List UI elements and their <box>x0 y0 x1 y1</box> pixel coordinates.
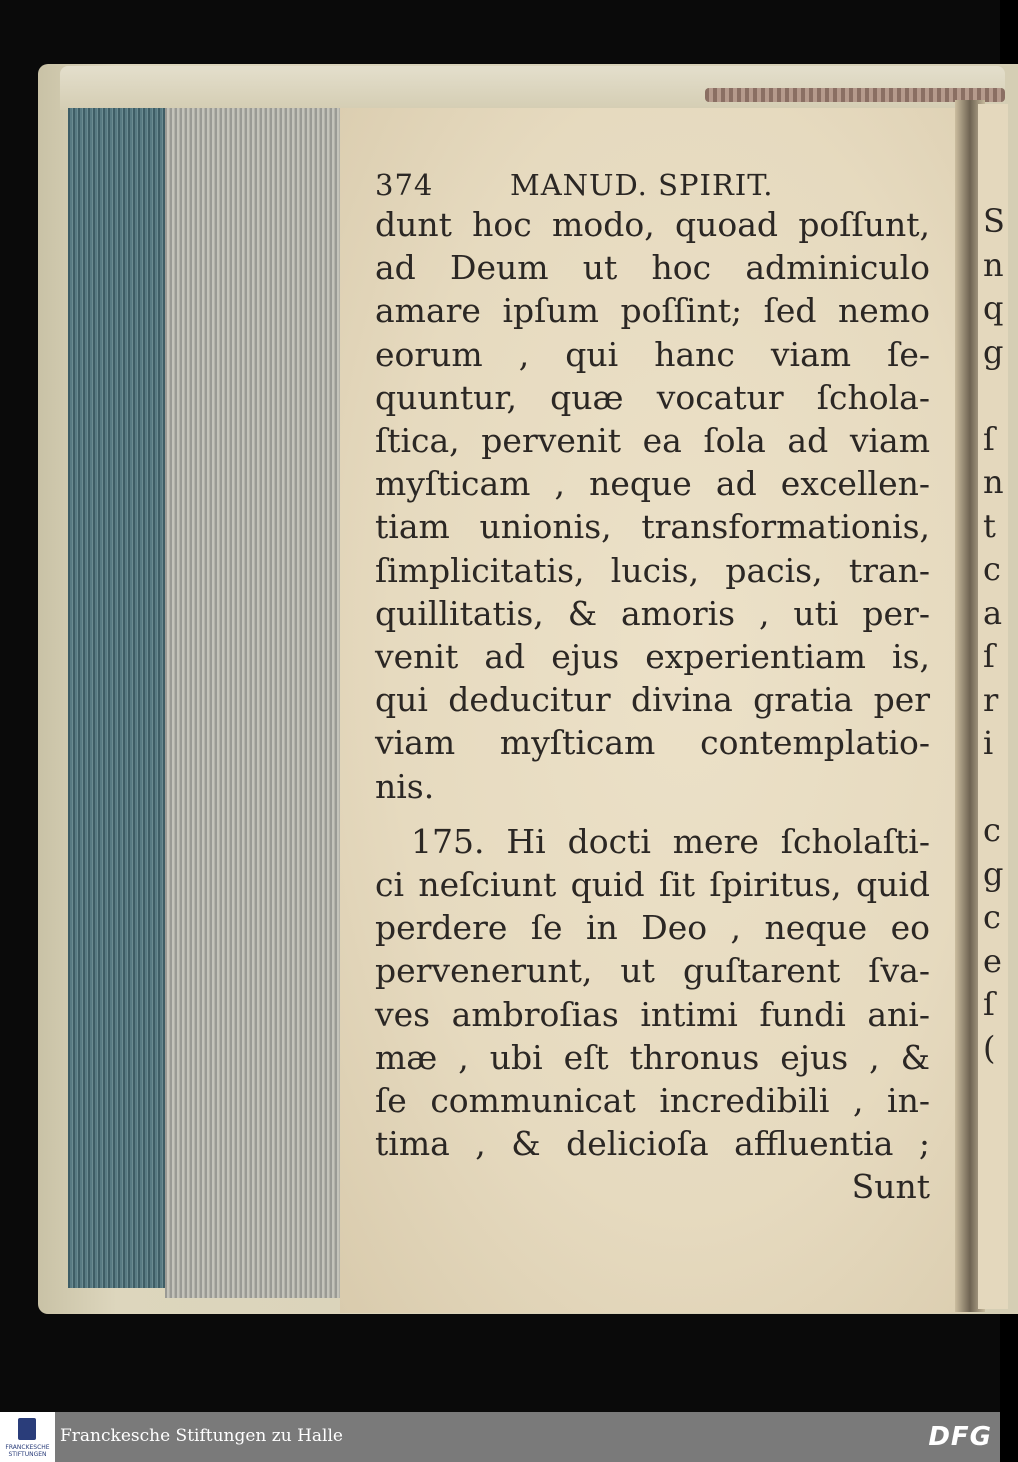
running-title: MANUD. SPIRIT. <box>510 168 774 202</box>
text-line: quuntur, quæ vocatur ſchola- <box>375 377 930 417</box>
text-line: viam myſticam contemplatio- <box>375 723 930 763</box>
page-stack <box>165 108 345 1298</box>
text-line: ci neſciunt quid ſit ſpiritus, quid <box>375 865 930 905</box>
viewer-footer <box>0 1412 1000 1462</box>
fragment-line: ( <box>983 1028 996 1067</box>
fragment-line: c <box>983 550 1001 588</box>
running-head <box>375 160 930 203</box>
text-line: mæ , ubi eſt thronus ejus , & <box>375 1037 930 1077</box>
text-line: quillitatis, & amoris , uti per- <box>375 593 930 633</box>
fragment-line: S <box>983 202 1005 240</box>
franckesche-logo[interactable] <box>0 1412 55 1462</box>
logo-text: FRANCKESCHE STIFTUNGEN <box>5 1444 50 1458</box>
fragment-line: i <box>983 724 994 762</box>
paragraph-1 <box>375 203 930 808</box>
fragment-line: a <box>983 593 1003 632</box>
fragment-line <box>983 374 1000 418</box>
fragment-line: ſ <box>983 419 995 458</box>
fragment-line: c <box>983 898 1001 936</box>
text-line: nis. <box>375 766 435 806</box>
text-line: tiam unionis, transformationis, <box>375 507 930 547</box>
fragment-line: ſ <box>983 985 995 1023</box>
text-line: amare ipſum poſſint; ſed nemo <box>375 291 930 331</box>
fragment-line: n <box>983 245 1004 284</box>
fragment-line: t <box>983 506 996 545</box>
text-line: myſticam , neque ad excellen- <box>375 464 930 504</box>
text-line: 175. Hi docti mere ſcholaſti- <box>411 821 930 861</box>
text-line: dunt hoc modo, quoad poſſunt, <box>375 205 930 244</box>
building-icon <box>18 1418 36 1440</box>
text-line: ſimplicitatis, lucis, pacis, tran- <box>375 550 930 590</box>
fragment-line: ſ <box>983 637 995 675</box>
fragment-line: e <box>983 941 1002 980</box>
text-line: ſe communicat incredibili , in- <box>375 1081 930 1121</box>
dfg-logo[interactable]: DFG <box>928 1422 992 1452</box>
text-line: ves ambroſias intimi fundi ani- <box>375 994 930 1034</box>
page-text <box>375 160 930 1209</box>
fragment-line: r <box>983 680 999 719</box>
institution-label: Franckesche Stiftungen zu Halle <box>60 1426 343 1446</box>
catchword: Sunt <box>851 1167 930 1207</box>
text-line: perdere ſe in Deo , neque eo <box>375 908 930 948</box>
text-line: venit ad ejus experientiam is, <box>375 637 930 677</box>
paragraph-175 <box>375 820 930 1166</box>
fragment-line: g <box>983 332 1004 371</box>
fragment-line: c <box>983 811 1001 849</box>
fragment-line: n <box>983 463 1004 501</box>
right-page-text-fragment <box>983 200 1005 1070</box>
text-line: ad Deum ut hoc adminiculo <box>375 248 930 288</box>
text-line: ſtica, pervenit ea ſola ad viam <box>375 421 930 461</box>
fragment-line: g <box>983 854 1004 893</box>
colored-fore-edge <box>68 108 168 1288</box>
text-line: pervenerunt, ut guſtarent ſva- <box>375 951 930 991</box>
page-number: 374 <box>375 168 434 202</box>
text-line: tima , & delicioſa affluentia ; <box>375 1124 930 1164</box>
text-line: qui deducitur divina gratia per <box>375 680 930 720</box>
fragment-line <box>983 766 1000 810</box>
fragment-line: q <box>983 289 1004 327</box>
text-line: eorum , qui hanc viam ſe- <box>375 334 930 374</box>
